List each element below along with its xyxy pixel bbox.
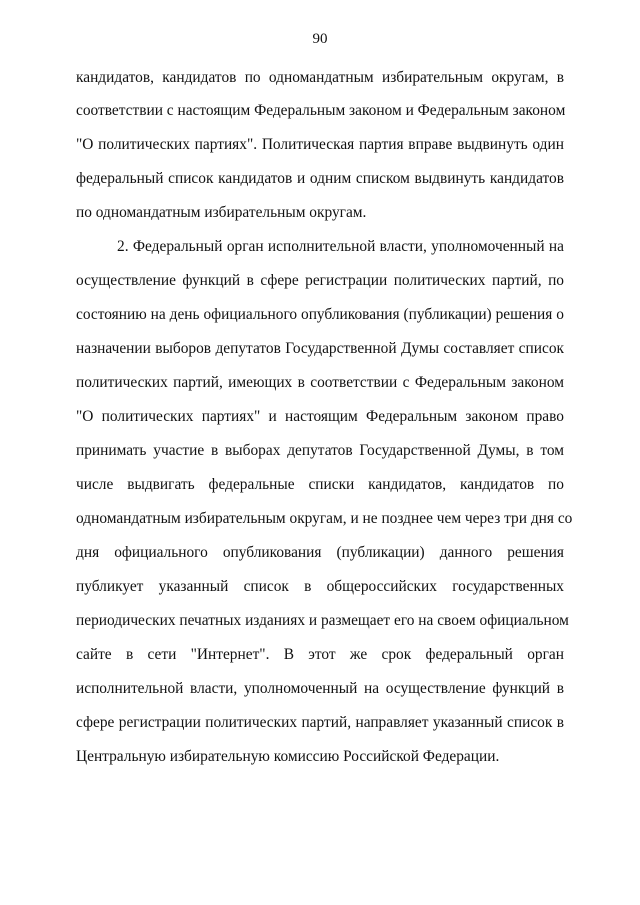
text-line: соответствии с настоящим Федеральным законом и Федеральным законом <box>76 102 566 119</box>
text-line: принимать участие в выборах депутатов Государственной Думы, в том <box>76 442 564 459</box>
text-line: кандидатов, кандидатов по одномандатным избирательным округам, в <box>76 69 564 86</box>
text-line: по одномандатным избирательным округам. <box>76 204 367 221</box>
text-line: сайте в сети "Интернет". В этот же срок федеральный орган <box>76 646 564 663</box>
text-line: 2. Федеральный орган исполнительной власти, уполномоченный на <box>117 238 564 255</box>
text-line: сфере регистрации политических партий, направляет указанный список в <box>76 714 564 731</box>
text-line: периодических печатных изданиях и размещает его на своем официальном <box>76 612 569 629</box>
text-line: "О политических партиях" и настоящим Федеральным законом право <box>76 408 564 425</box>
text-line: числе выдвигать федеральные списки кандидатов, кандидатов по <box>76 476 564 493</box>
text-line: публикует указанный список в общероссийских государственных <box>76 578 564 595</box>
text-line: Центральную избирательную комиссию Российской Федерации. <box>76 748 500 765</box>
text-line: политических партий, имеющих в соответствии с Федеральным законом <box>76 374 564 391</box>
text-line: федеральный список кандидатов и одним списком выдвинуть кандидатов <box>76 170 564 187</box>
text-line: "О политических партиях". Политическая партия вправе выдвинуть один <box>76 136 564 153</box>
text-line: дня официального опубликования (публикации) данного решения <box>76 544 564 561</box>
text-line: исполнительной власти, уполномоченный на осуществление функций в <box>76 680 564 697</box>
text-line: одномандатным избирательным округам, и не позднее чем через три дня со <box>76 510 573 527</box>
text-line: осуществление функций в сфере регистрации политических партий, по <box>76 272 564 289</box>
page-number: 90 <box>312 31 328 47</box>
text-line: состоянию на день официального опубликования (публикации) решения о <box>76 306 564 323</box>
text-line: назначении выборов депутатов Государственной Думы составляет список <box>76 340 564 357</box>
